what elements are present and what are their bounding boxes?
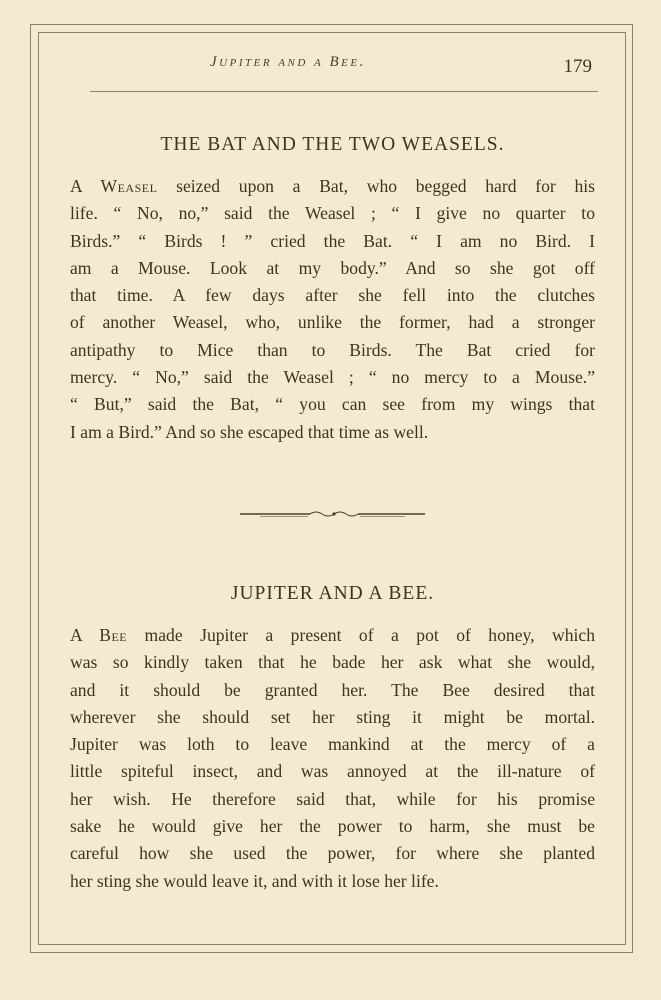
text-line: her wish. He therefore said that, while for his promise xyxy=(70,788,595,809)
fable-text-bat-weasels xyxy=(70,173,595,446)
text-line: that time. A few days after she fell into the clutches xyxy=(70,285,595,306)
text-line: mercy. “ No,” said the Weasel ; “ no mercy to a Mouse.” xyxy=(70,367,595,388)
text-line: antipathy to Mice than to Birds. The Bat cried for xyxy=(70,339,595,360)
text-line: life. “ No, no,” said the Weasel ; “ I give no quarter to xyxy=(70,203,595,224)
text-line: Jupiter was loth to leave mankind at the mercy of a xyxy=(70,734,595,755)
frame-inner-left xyxy=(38,32,39,945)
running-header xyxy=(90,50,610,90)
frame-outer-right xyxy=(632,24,633,953)
text-line: careful how she used the power, for where she planted xyxy=(70,843,595,864)
frame-outer-top xyxy=(30,24,633,25)
text-line: of another Weasel, who, unlike the former, had a stronger xyxy=(70,312,595,333)
fable-title-bat-weasels: THE BAT AND THE TWO WEASELS. xyxy=(160,134,505,155)
text-line: her sting she would leave it, and with it lose her life. xyxy=(70,870,439,891)
drop-word: A xyxy=(70,176,82,196)
running-title: Jupiter and a Bee. xyxy=(210,54,366,70)
drop-word: A xyxy=(70,625,82,645)
text-line: I am a Bird.” And so she escaped that time as well. xyxy=(70,421,429,442)
text-line: “ But,” said the Bat, “ you can see from my wings that xyxy=(70,394,595,415)
text-line xyxy=(70,622,595,649)
text-line: sake he would give her the power to harm, she must be xyxy=(70,816,595,837)
text-line: am a Mouse. Look at my body.” And so she got off xyxy=(70,257,595,278)
text-line: little spiteful insect, and was annoyed at the ill-nature of xyxy=(70,761,595,782)
frame-inner-right xyxy=(625,32,626,945)
frame-outer-left xyxy=(30,24,31,953)
fable-title-jupiter-bee: JUPITER AND A BEE. xyxy=(230,583,435,604)
text-line: Birds.” “ Birds ! ” cried the Bat. “ I am no Bird. I xyxy=(70,230,595,251)
small-caps-word: Weasel xyxy=(100,176,158,196)
text-line xyxy=(70,173,595,200)
text-line: was so kindly taken that he bade her ask what she would, xyxy=(70,652,595,673)
small-caps-word: Bee xyxy=(99,625,128,645)
page-number: 179 xyxy=(563,56,592,77)
frame-inner-bottom xyxy=(38,944,626,945)
line-text: seized upon a Bat, who begged hard for his xyxy=(157,176,595,196)
ornament-divider xyxy=(240,508,425,520)
frame-inner-top xyxy=(38,32,626,33)
frame-outer-bottom xyxy=(30,952,633,953)
text-line: wherever she should set her sting it might be mortal. xyxy=(70,706,595,727)
header-rule xyxy=(90,91,598,92)
fable-text-jupiter-bee xyxy=(70,622,595,895)
text-line: and it should be granted her. The Bee desired that xyxy=(70,679,595,700)
line-text: made Jupiter a present of a pot of honey, which xyxy=(127,625,595,645)
